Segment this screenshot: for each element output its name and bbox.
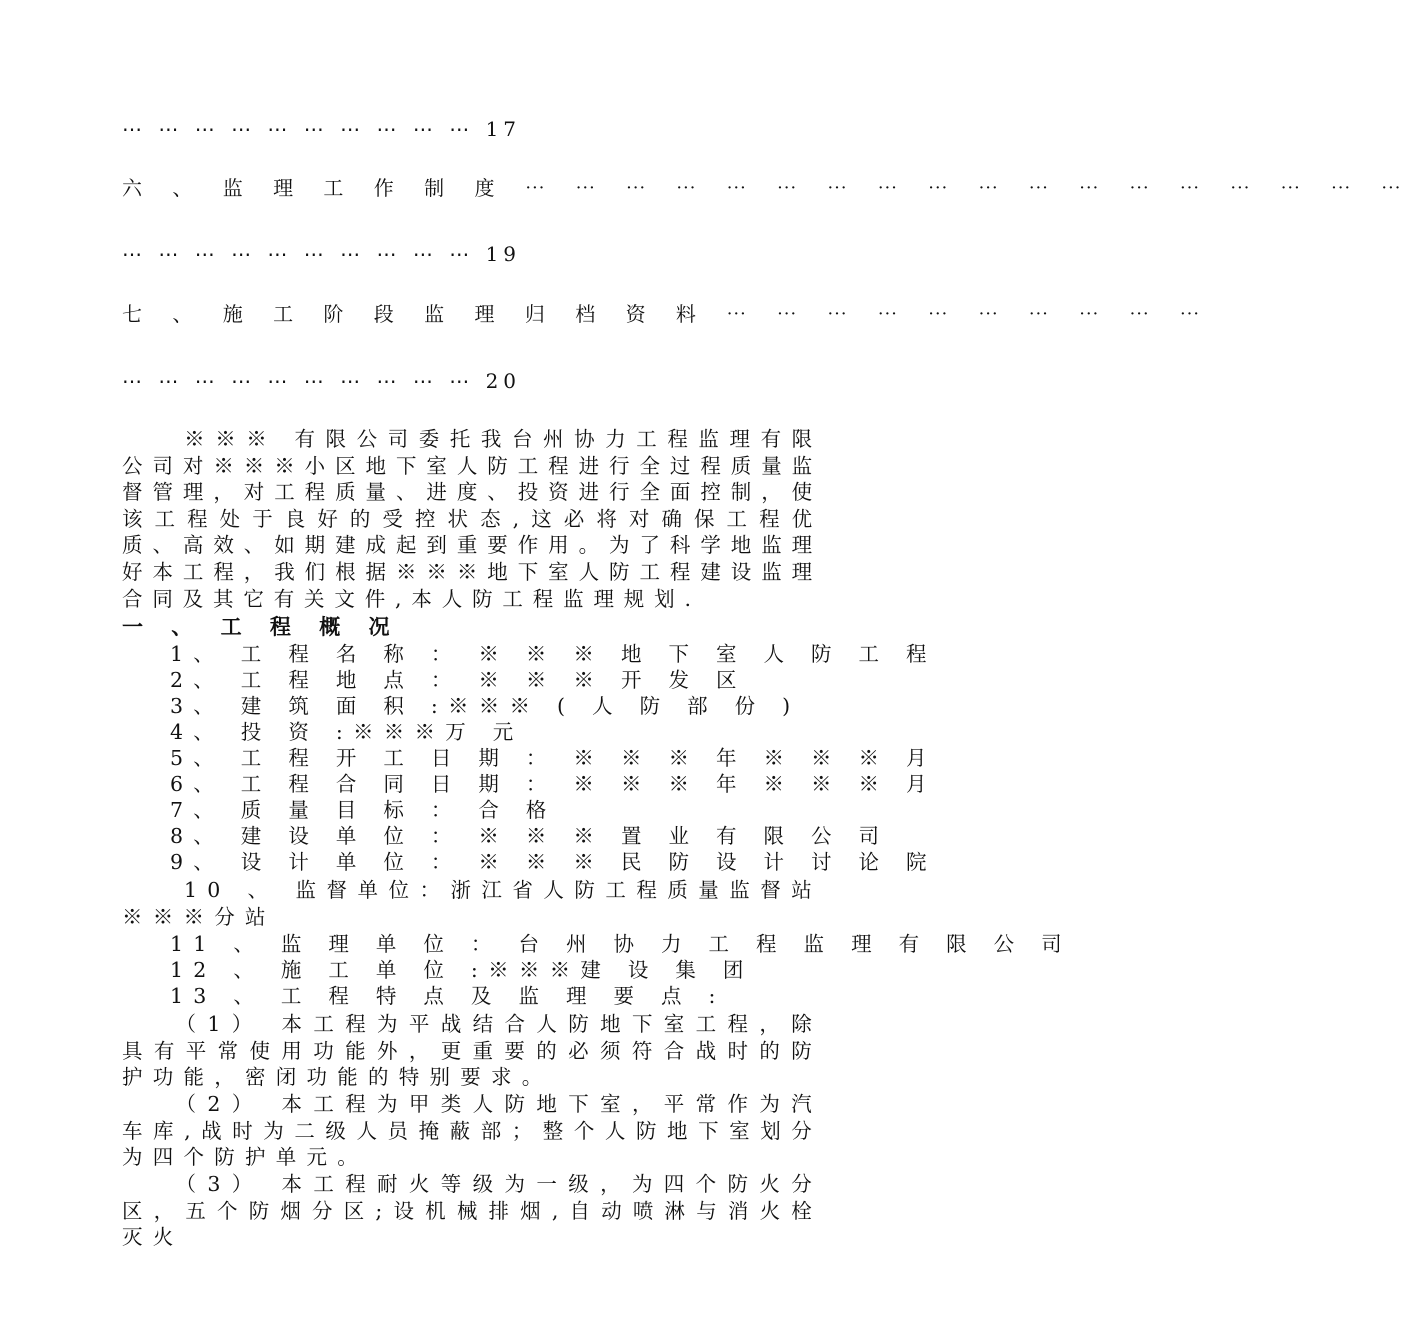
point-paragraph: （3） 本工程耐火等级为一级，为四个防火分区，五个防烟分区;设机械排烟,自动喷淋与消火栓灭火 [122,1172,822,1250]
point-paragraph: （1） 本工程为平战结合人防地下室工程，除具有平常使用功能外，更重要的必须符合战时的防护功能，密闭功能的特别要求。 [122,1012,822,1090]
point-paragraph: （2） 本工程为甲类人防地下室，平常作为汽车库,战时为二级人员掩蔽部；整个人防地下室划分为四个防护单元。 [122,1092,822,1170]
info-item: 4、 投 资 :※※※万 元 [170,720,524,744]
info-item: 13 、 工 程 特 点 及 监 理 要 点 : [170,984,726,1008]
toc-entry-6: 六 、 监 理 工 作 制 度 ⋯ ⋯ ⋯ ⋯ ⋯ ⋯ ⋯ ⋯ ⋯ ⋯ ⋯ ⋯ ⋯ ⋯ ⋯ ⋯ ⋯ ⋯ [122,176,1413,200]
section-heading: 一 、 工 程 概 况 [122,614,401,639]
info-item: 11 、 监 理 单 位 ： 台 州 协 力 工 程 监 理 有 限 公 司 [170,932,1072,956]
info-item: 5、 工 程 开 工 日 期 ： ※ ※ ※ 年 ※ ※ ※ 月 [170,746,937,770]
info-item: 12 、 施 工 单 位 :※※※建 设 集 团 [170,958,754,982]
toc-line: ⋯ ⋯ ⋯ ⋯ ⋯ ⋯ ⋯ ⋯ ⋯ ⋯ 19 [122,242,522,266]
toc-line: ⋯ ⋯ ⋯ ⋯ ⋯ ⋯ ⋯ ⋯ ⋯ ⋯ 17 [122,117,522,141]
info-item-wrapped: 10 、 监督单位：浙江省人防工程质量监督站※※※分站 [122,878,822,929]
info-item: 1、 工 程 名 称 ： ※ ※ ※ 地 下 室 人 防 工 程 [170,642,937,666]
info-item: 9、 设 计 单 位 ： ※ ※ ※ 民 防 设 计 讨 论 院 [170,850,937,874]
info-item: 6、 工 程 合 同 日 期 ： ※ ※ ※ 年 ※ ※ ※ 月 [170,772,937,796]
toc-line: ⋯ ⋯ ⋯ ⋯ ⋯ ⋯ ⋯ ⋯ ⋯ ⋯ 20 [122,369,522,393]
toc-entry-7: 七 、 施 工 阶 段 监 理 归 档 资 料 ⋯ ⋯ ⋯ ⋯ ⋯ ⋯ ⋯ ⋯ ⋯ ⋯ [122,302,1212,326]
info-item: 8、 建 设 单 位 ： ※ ※ ※ 置 业 有 限 公 司 [170,824,890,848]
info-item: 7、 质 量 目 标 ： 合 格 [170,798,557,822]
intro-paragraph: ※※※ 有限公司委托我台州协力工程监理有限公司对※※※小区地下室人防工程进行全过程质量监督管理，对工程质量、进度、投资进行全面控制，使该工程处于良好的受控状态,这必将对确保工程优质、高效、如期建成起到重要作用。为了科学地监理好本工程，我们根据※※※地下室人防工程建设监理合同及其它有关文件,本人防工程监理规划. [122,427,822,611]
info-item: 3、 建 筑 面 积 :※※※ ( 人 防 部 份 ) [170,694,801,718]
info-item: 2、 工 程 地 点 ： ※ ※ ※ 开 发 区 [170,668,747,692]
